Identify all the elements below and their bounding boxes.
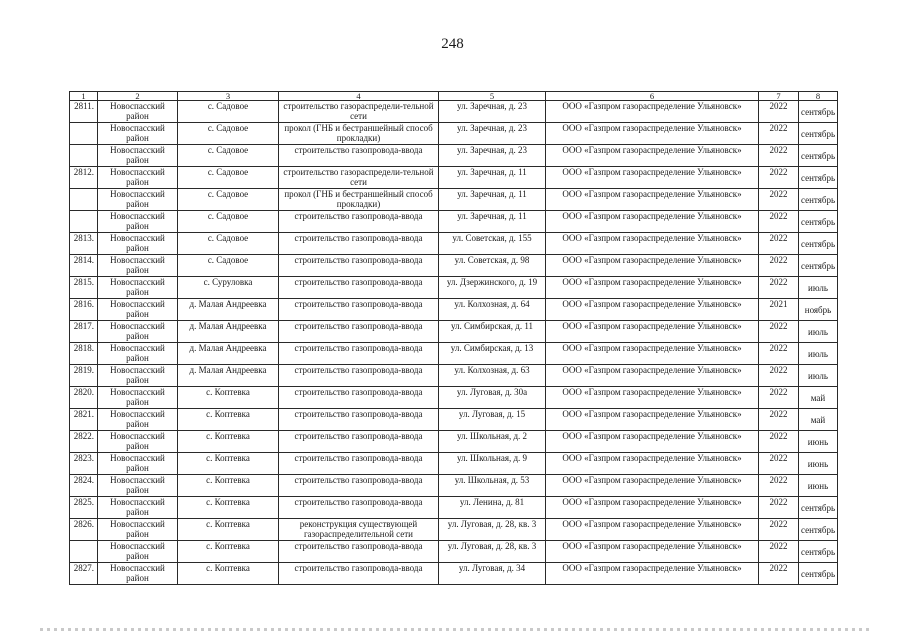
row-number-cell: 2820. xyxy=(70,387,98,409)
year-cell: 2022 xyxy=(759,497,799,519)
locality-cell: д. Малая Андреевка xyxy=(178,343,279,365)
district-cell: Новоспасский район xyxy=(98,475,178,497)
row-number-cell: 2822. xyxy=(70,431,98,453)
table-row xyxy=(70,563,838,585)
work-type-cell: строительство газопровода-ввода xyxy=(279,475,439,497)
year-cell: 2022 xyxy=(759,211,799,233)
locality-cell: с. Садовое xyxy=(178,145,279,167)
year-cell: 2022 xyxy=(759,365,799,387)
organization-cell: ООО «Газпром газораспределение Ульяновск» xyxy=(546,101,759,123)
organization-cell: ООО «Газпром газораспределение Ульяновск» xyxy=(546,409,759,431)
row-number-cell: 2816. xyxy=(70,299,98,321)
locality-cell: с. Садовое xyxy=(178,189,279,211)
work-type-cell: строительство газопровода-ввода xyxy=(279,387,439,409)
year-cell: 2022 xyxy=(759,563,799,585)
locality-cell: с. Коптевка xyxy=(178,387,279,409)
district-cell: Новоспасский район xyxy=(98,123,178,145)
address-cell: ул. Советская, д. 155 xyxy=(439,233,546,255)
district-cell: Новоспасский район xyxy=(98,167,178,189)
organization-cell: ООО «Газпром газораспределение Ульяновск» xyxy=(546,387,759,409)
table-row xyxy=(70,277,838,299)
work-type-cell: строительство газопровода-ввода xyxy=(279,497,439,519)
organization-cell: ООО «Газпром газораспределение Ульяновск» xyxy=(546,145,759,167)
locality-cell: с. Коптевка xyxy=(178,475,279,497)
district-cell: Новоспасский район xyxy=(98,299,178,321)
locality-cell: с. Коптевка xyxy=(178,409,279,431)
organization-cell: ООО «Газпром газораспределение Ульяновск» xyxy=(546,453,759,475)
month-cell: сентябрь xyxy=(799,123,838,145)
organization-cell: ООО «Газпром газораспределение Ульяновск» xyxy=(546,211,759,233)
year-cell: 2022 xyxy=(759,409,799,431)
locality-cell: с. Суруловка xyxy=(178,277,279,299)
organization-cell: ООО «Газпром газораспределение Ульяновск» xyxy=(546,321,759,343)
table-row xyxy=(70,167,838,189)
table-row xyxy=(70,365,838,387)
row-number-cell: 2821. xyxy=(70,409,98,431)
month-cell: сентябрь xyxy=(799,519,838,541)
district-cell: Новоспасский район xyxy=(98,145,178,167)
table-row xyxy=(70,233,838,255)
address-cell: ул. Заречная, д. 11 xyxy=(439,211,546,233)
row-number-cell: 2824. xyxy=(70,475,98,497)
address-cell: ул. Колхозная, д. 63 xyxy=(439,365,546,387)
month-cell: май xyxy=(799,387,838,409)
address-cell: ул. Заречная, д. 23 xyxy=(439,101,546,123)
locality-cell: с. Коптевка xyxy=(178,497,279,519)
district-cell: Новоспасский район xyxy=(98,387,178,409)
column-number: 5 xyxy=(439,92,546,101)
work-type-cell: прокол (ГНБ и бестраншейный способ прокладки) xyxy=(279,189,439,211)
organization-cell: ООО «Газпром газораспределение Ульяновск» xyxy=(546,299,759,321)
address-cell: ул. Луговая, д. 30а xyxy=(439,387,546,409)
work-type-cell: строительство газопровода-ввода xyxy=(279,409,439,431)
address-cell: ул. Луговая, д. 15 xyxy=(439,409,546,431)
row-number-cell: 2813. xyxy=(70,233,98,255)
year-cell: 2022 xyxy=(759,541,799,563)
table-row xyxy=(70,431,838,453)
row-number-cell xyxy=(70,211,98,233)
locality-cell: с. Коптевка xyxy=(178,431,279,453)
address-cell: ул. Луговая, д. 28, кв. 3 xyxy=(439,519,546,541)
organization-cell: ООО «Газпром газораспределение Ульяновск» xyxy=(546,189,759,211)
month-cell: сентябрь xyxy=(799,563,838,585)
column-number: 3 xyxy=(178,92,279,101)
row-number-cell: 2811. xyxy=(70,101,98,123)
table-row xyxy=(70,189,838,211)
year-cell: 2022 xyxy=(759,145,799,167)
table-row xyxy=(70,299,838,321)
table-row xyxy=(70,453,838,475)
year-cell: 2022 xyxy=(759,277,799,299)
month-cell: сентябрь xyxy=(799,167,838,189)
address-cell: ул. Заречная, д. 23 xyxy=(439,145,546,167)
work-type-cell: строительство газопровода-ввода xyxy=(279,321,439,343)
address-cell: ул. Колхозная, д. 64 xyxy=(439,299,546,321)
organization-cell: ООО «Газпром газораспределение Ульяновск» xyxy=(546,233,759,255)
work-type-cell: строительство газопровода-ввода xyxy=(279,453,439,475)
organization-cell: ООО «Газпром газораспределение Ульяновск» xyxy=(546,563,759,585)
gasification-table xyxy=(69,91,838,585)
row-number-cell: 2827. xyxy=(70,563,98,585)
scan-edge-artifact xyxy=(40,628,870,631)
table-row xyxy=(70,343,838,365)
year-cell: 2022 xyxy=(759,167,799,189)
address-cell: ул. Школьная, д. 2 xyxy=(439,431,546,453)
locality-cell: с. Коптевка xyxy=(178,563,279,585)
year-cell: 2022 xyxy=(759,101,799,123)
district-cell: Новоспасский район xyxy=(98,365,178,387)
month-cell: сентябрь xyxy=(799,255,838,277)
year-cell: 2022 xyxy=(759,343,799,365)
district-cell: Новоспасский район xyxy=(98,321,178,343)
locality-cell: с. Коптевка xyxy=(178,519,279,541)
table-row xyxy=(70,387,838,409)
row-number-cell xyxy=(70,145,98,167)
table-row xyxy=(70,541,838,563)
year-cell: 2022 xyxy=(759,431,799,453)
month-cell: сентябрь xyxy=(799,541,838,563)
locality-cell: с. Садовое xyxy=(178,167,279,189)
month-cell: июль xyxy=(799,321,838,343)
table-row xyxy=(70,145,838,167)
work-type-cell: реконструкция существующей газораспределительной сети xyxy=(279,519,439,541)
work-type-cell: строительство газораспредели-тельной сети xyxy=(279,167,439,189)
address-cell: ул. Заречная, д. 11 xyxy=(439,189,546,211)
year-cell: 2022 xyxy=(759,387,799,409)
work-type-cell: строительство газопровода-ввода xyxy=(279,255,439,277)
organization-cell: ООО «Газпром газораспределение Ульяновск» xyxy=(546,365,759,387)
address-cell: ул. Симбирская, д. 13 xyxy=(439,343,546,365)
month-cell: июнь xyxy=(799,475,838,497)
column-number: 8 xyxy=(799,92,838,101)
district-cell: Новоспасский район xyxy=(98,211,178,233)
row-number-cell xyxy=(70,189,98,211)
locality-cell: д. Малая Андреевка xyxy=(178,365,279,387)
month-cell: сентябрь xyxy=(799,497,838,519)
organization-cell: ООО «Газпром газораспределение Ульяновск» xyxy=(546,343,759,365)
organization-cell: ООО «Газпром газораспределение Ульяновск» xyxy=(546,167,759,189)
locality-cell: с. Садовое xyxy=(178,233,279,255)
district-cell: Новоспасский район xyxy=(98,541,178,563)
year-cell: 2022 xyxy=(759,321,799,343)
row-number-cell: 2812. xyxy=(70,167,98,189)
column-number: 7 xyxy=(759,92,799,101)
organization-cell: ООО «Газпром газораспределение Ульяновск» xyxy=(546,431,759,453)
row-number-cell: 2814. xyxy=(70,255,98,277)
district-cell: Новоспасский район xyxy=(98,255,178,277)
page-number: 248 xyxy=(441,36,464,52)
work-type-cell: строительство газопровода-ввода xyxy=(279,145,439,167)
year-cell: 2022 xyxy=(759,189,799,211)
organization-cell: ООО «Газпром газораспределение Ульяновск» xyxy=(546,475,759,497)
year-cell: 2022 xyxy=(759,519,799,541)
district-cell: Новоспасский район xyxy=(98,453,178,475)
district-cell: Новоспасский район xyxy=(98,409,178,431)
table-row xyxy=(70,497,838,519)
table-row xyxy=(70,123,838,145)
table-row xyxy=(70,211,838,233)
column-number: 4 xyxy=(279,92,439,101)
district-cell: Новоспасский район xyxy=(98,101,178,123)
month-cell: сентябрь xyxy=(799,145,838,167)
column-number: 1 xyxy=(70,92,98,101)
locality-cell: с. Садовое xyxy=(178,255,279,277)
locality-cell: с. Садовое xyxy=(178,123,279,145)
month-cell: сентябрь xyxy=(799,189,838,211)
table-row xyxy=(70,101,838,123)
work-type-cell: строительство газопровода-ввода xyxy=(279,343,439,365)
month-cell: июль xyxy=(799,365,838,387)
year-cell: 2022 xyxy=(759,123,799,145)
work-type-cell: строительство газопровода-ввода xyxy=(279,277,439,299)
address-cell: ул. Симбирская, д. 11 xyxy=(439,321,546,343)
district-cell: Новоспасский район xyxy=(98,563,178,585)
address-cell: ул. Луговая, д. 28, кв. 3 xyxy=(439,541,546,563)
month-cell: июнь xyxy=(799,431,838,453)
column-number: 6 xyxy=(546,92,759,101)
month-cell: ноябрь xyxy=(799,299,838,321)
locality-cell: с. Коптевка xyxy=(178,541,279,563)
address-cell: ул. Заречная, д. 23 xyxy=(439,123,546,145)
row-number-cell: 2826. xyxy=(70,519,98,541)
column-number-row xyxy=(70,92,838,101)
locality-cell: д. Малая Андреевка xyxy=(178,299,279,321)
organization-cell: ООО «Газпром газораспределение Ульяновск» xyxy=(546,519,759,541)
locality-cell: с. Садовое xyxy=(178,101,279,123)
organization-cell: ООО «Газпром газораспределение Ульяновск» xyxy=(546,123,759,145)
organization-cell: ООО «Газпром газораспределение Ульяновск» xyxy=(546,255,759,277)
month-cell: май xyxy=(799,409,838,431)
work-type-cell: строительство газопровода-ввода xyxy=(279,563,439,585)
address-cell: ул. Заречная, д. 11 xyxy=(439,167,546,189)
district-cell: Новоспасский район xyxy=(98,519,178,541)
district-cell: Новоспасский район xyxy=(98,497,178,519)
row-number-cell xyxy=(70,123,98,145)
column-number: 2 xyxy=(98,92,178,101)
district-cell: Новоспасский район xyxy=(98,343,178,365)
table-row xyxy=(70,519,838,541)
table-row xyxy=(70,321,838,343)
year-cell: 2022 xyxy=(759,453,799,475)
month-cell: сентябрь xyxy=(799,211,838,233)
work-type-cell: строительство газораспредели-тельной сети xyxy=(279,101,439,123)
year-cell: 2022 xyxy=(759,233,799,255)
row-number-cell: 2817. xyxy=(70,321,98,343)
month-cell: сентябрь xyxy=(799,101,838,123)
address-cell: ул. Ленина, д. 81 xyxy=(439,497,546,519)
locality-cell: с. Садовое xyxy=(178,211,279,233)
work-type-cell: строительство газопровода-ввода xyxy=(279,299,439,321)
row-number-cell: 2815. xyxy=(70,277,98,299)
row-number-cell: 2818. xyxy=(70,343,98,365)
address-cell: ул. Школьная, д. 9 xyxy=(439,453,546,475)
district-cell: Новоспасский район xyxy=(98,189,178,211)
work-type-cell: прокол (ГНБ и бестраншейный способ прокладки) xyxy=(279,123,439,145)
district-cell: Новоспасский район xyxy=(98,277,178,299)
locality-cell: с. Коптевка xyxy=(178,453,279,475)
work-type-cell: строительство газопровода-ввода xyxy=(279,365,439,387)
row-number-cell: 2819. xyxy=(70,365,98,387)
work-type-cell: строительство газопровода-ввода xyxy=(279,233,439,255)
address-cell: ул. Советская, д. 98 xyxy=(439,255,546,277)
address-cell: ул. Луговая, д. 34 xyxy=(439,563,546,585)
table-row xyxy=(70,409,838,431)
work-type-cell: строительство газопровода-ввода xyxy=(279,211,439,233)
locality-cell: д. Малая Андреевка xyxy=(178,321,279,343)
address-cell: ул. Школьная, д. 53 xyxy=(439,475,546,497)
year-cell: 2022 xyxy=(759,255,799,277)
organization-cell: ООО «Газпром газораспределение Ульяновск» xyxy=(546,497,759,519)
table-row xyxy=(70,475,838,497)
year-cell: 2022 xyxy=(759,475,799,497)
month-cell: июль xyxy=(799,277,838,299)
address-cell: ул. Дзержинского, д. 19 xyxy=(439,277,546,299)
district-cell: Новоспасский район xyxy=(98,431,178,453)
organization-cell: ООО «Газпром газораспределение Ульяновск» xyxy=(546,277,759,299)
row-number-cell xyxy=(70,541,98,563)
month-cell: сентябрь xyxy=(799,233,838,255)
work-type-cell: строительство газопровода-ввода xyxy=(279,541,439,563)
row-number-cell: 2825. xyxy=(70,497,98,519)
month-cell: июнь xyxy=(799,453,838,475)
work-type-cell: строительство газопровода-ввода xyxy=(279,431,439,453)
row-number-cell: 2823. xyxy=(70,453,98,475)
district-cell: Новоспасский район xyxy=(98,233,178,255)
organization-cell: ООО «Газпром газораспределение Ульяновск» xyxy=(546,541,759,563)
month-cell: июль xyxy=(799,343,838,365)
table-row xyxy=(70,255,838,277)
year-cell: 2021 xyxy=(759,299,799,321)
